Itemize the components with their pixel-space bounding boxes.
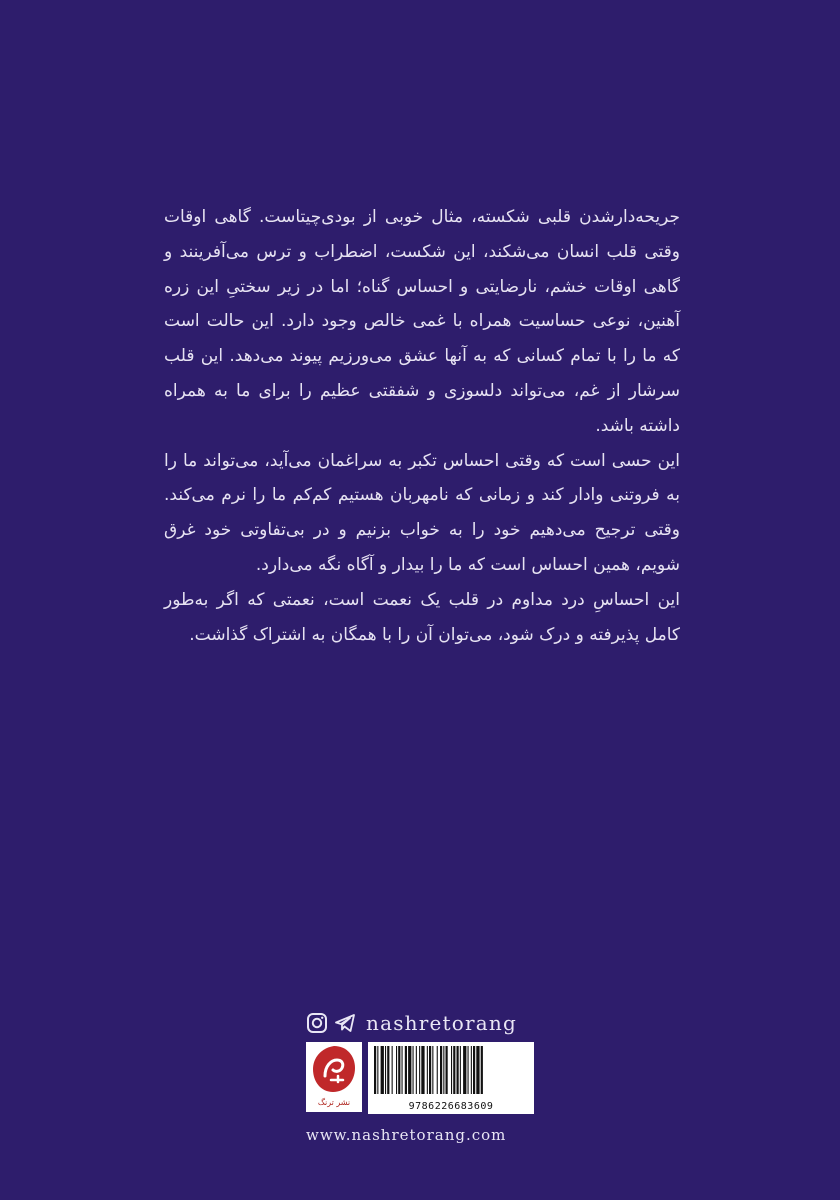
barcode-bar [451,1046,452,1094]
barcode-bar [396,1046,397,1094]
barcode-bar [440,1046,442,1094]
publisher-logo-mark [309,1042,359,1096]
publisher-footer [306,1006,536,1144]
telegram-icon [334,1012,356,1034]
publisher-logo-text: نشر ترنگ [317,1098,351,1107]
barcode-bar [443,1046,444,1094]
barcode-bar [463,1046,466,1094]
barcode-bar [387,1046,389,1094]
social-handle: nashretorang [366,1011,517,1035]
barcode-bar [413,1046,414,1094]
isbn-barcode [368,1042,534,1114]
instagram-icon [306,1012,328,1034]
barcode-bar [381,1046,384,1094]
barcode-bars [368,1042,534,1098]
barcode-bar [453,1046,455,1094]
social-row [306,1006,536,1040]
barcode-bar [427,1046,428,1094]
barcode-bar [392,1046,393,1094]
barcode-bar [429,1046,431,1094]
barcode-bar [374,1046,376,1094]
isbn-number: 9786226683609 [408,1101,494,1112]
blurb-paragraph-2: این حسی است که وقتی احساس تکبر به سراغمان می‌آید، می‌تواند ما را به فروتنی وادار کند و زمانی که نامهربان هستیم کم‌کم ما را نرم می‌کند. وقتی ترجیح می‌دهیم خود را به خواب بزنیم و در بی‌تفاوتی خود غرق شویم، همین احساس است که ما را بیدار و آگاه نگه می‌دارد. [164,450,680,575]
barcode-bar [446,1046,448,1094]
barcode-bar [419,1046,420,1094]
barcode-bar [460,1046,461,1094]
barcode-bar [405,1046,407,1094]
publisher-website: www.nashretorang.com [306,1126,507,1144]
barcode-bar [398,1046,400,1094]
barcode-bar [468,1046,469,1094]
barcode-bar [416,1046,417,1094]
barcode-bar [402,1046,403,1094]
barcode-bar [473,1046,475,1094]
barcode-bar [457,1046,459,1094]
barcode-bar [385,1046,386,1094]
blurb-paragraph-1: جریحه‌دارشدن قلبی شکسته، مثال خوبی از بودی‌چیتاست. گاهی اوقات وقتی قلب انسان می‌شکند، این شکست، اضطراب و ترس می‌آفرینند و گاهی اوقات خشم، نارضایتی و احساس گناه؛ اما در زیر سختیِ این زره آهنین، نوعی حساسیت همراه با غمی خالص وجود دارد. این حالت است که ما را با تمام کسانی که به آنها عشق می‌ورزیم پیوند می‌دهد. این قلب سرشار از غم، می‌تواند دلسوزی و شفقتی عظیم را برای ما به همراه داشته باشد. [164,207,680,436]
barcode-bar [377,1046,378,1094]
back-cover-blurb [164,200,680,652]
barcode-bar [481,1046,483,1094]
publisher-logo [306,1042,362,1112]
barcode-bar [408,1046,411,1094]
barcode-bar [437,1046,438,1094]
barcode-bar [421,1046,424,1094]
barcode-bar [476,1046,479,1094]
barcode-row [306,1042,536,1114]
blurb-paragraph-3: این احساسِ درد مداوم در قلب یک نعمت است، نعمتی که اگر به‌طور کامل پذیرفته و درک شود، می‌توان آن را با همگان به اشتراک گذاشت. [164,589,680,645]
barcode-bar [432,1046,433,1094]
barcode-bar [471,1046,472,1094]
